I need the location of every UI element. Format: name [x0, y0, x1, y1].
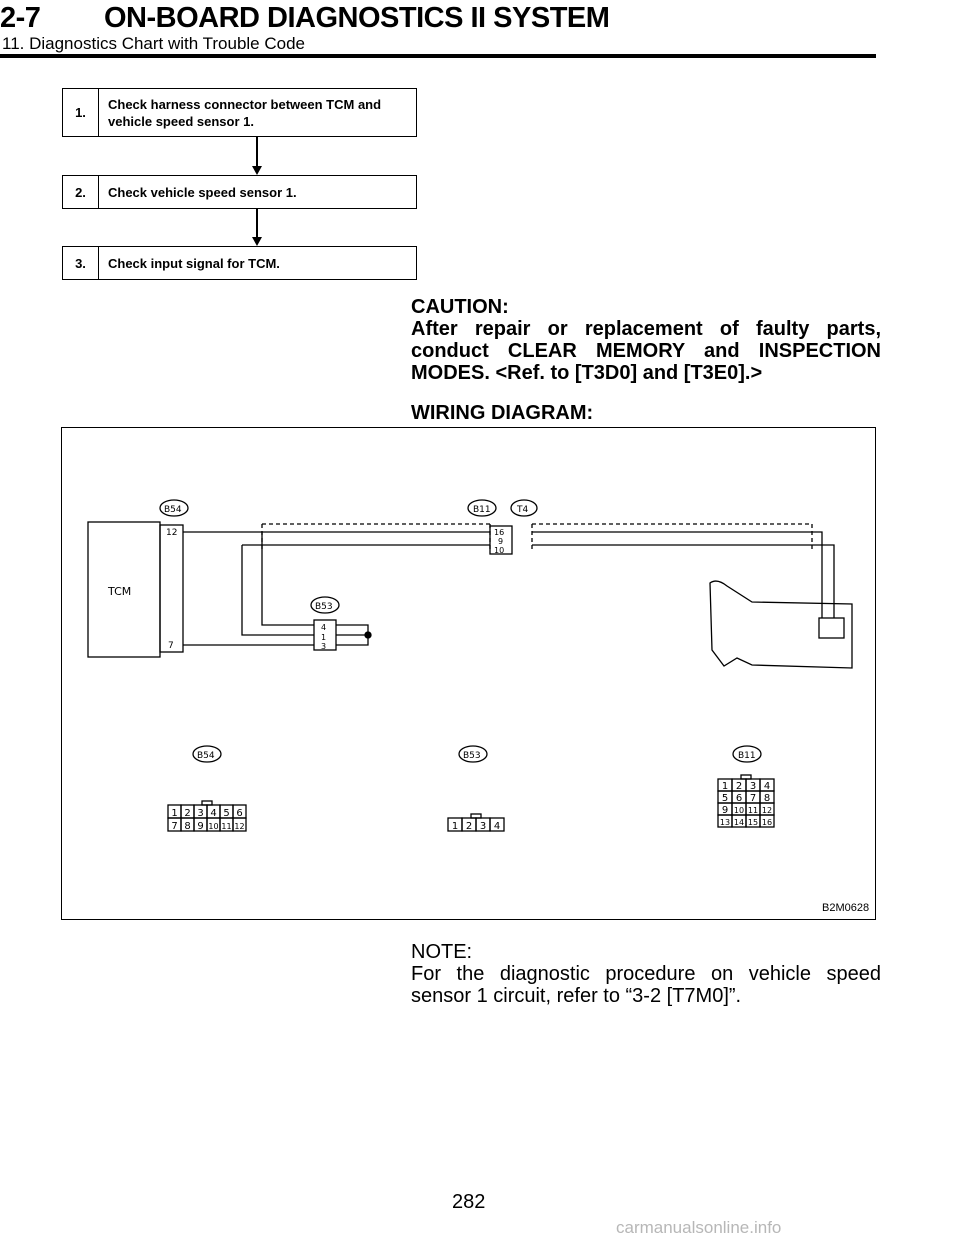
b54-pin-label: 5	[223, 808, 230, 819]
shield-1	[262, 524, 490, 550]
b11-connector-callout-label: B11	[738, 751, 756, 761]
wire-b53-pin1	[242, 545, 314, 635]
arrow-down-icon	[252, 237, 262, 246]
b11-pin-label: 4	[763, 781, 771, 792]
b11-pin-label: 9	[721, 805, 729, 816]
flow-connector-1	[256, 137, 258, 167]
note-heading: NOTE:	[411, 941, 473, 963]
figure-code: B2M0628	[822, 902, 870, 914]
b11-pin-label: 14	[733, 818, 745, 827]
vehicle-speed-sensor	[819, 618, 844, 638]
b53-connector-callout-label: B53	[463, 751, 481, 761]
shield-2	[532, 524, 812, 550]
b54-harness-connector	[160, 525, 183, 652]
step-2-number: 2.	[63, 176, 99, 208]
b54-pin-label: 1	[171, 808, 178, 819]
step-1-box	[62, 88, 417, 137]
tcm-label: TCM	[108, 585, 132, 598]
b53-pin-label: 1	[451, 821, 459, 832]
wiring-diagram-svg	[62, 428, 875, 919]
b11-pin-label: 16	[761, 818, 773, 827]
b54-latch	[202, 801, 212, 805]
b54-pin-label: 11	[221, 822, 232, 831]
b11-pin-label: 7	[749, 793, 757, 804]
step-3-number: 3.	[63, 247, 99, 279]
note-body: For the diagnostic procedure on vehicle speed sensor 1 circuit, refer to “3-2 [T7M0]”.	[411, 963, 881, 1007]
page-title: ON-BOARD DIAGNOSTICS II SYSTEM	[104, 2, 610, 34]
b54-pin-label: 2	[184, 808, 191, 819]
b53-callout-label: B53	[315, 602, 333, 612]
b11-pin-16: 16	[494, 528, 505, 537]
b54-pin-7-label: 7	[168, 641, 174, 651]
b11-pin-label: 3	[749, 781, 757, 792]
step-1-number: 1.	[63, 89, 99, 136]
b54-pin-label: 4	[210, 808, 217, 819]
step-1-line-1: Check harness connector between TCM and	[108, 96, 382, 112]
b54-pin-label: 10	[208, 822, 219, 831]
b54-pin-label: 6	[236, 808, 243, 819]
wire-t4-b	[532, 545, 834, 618]
step-1-line-2: vehicle speed sensor 1.	[108, 113, 254, 129]
b11-pin-label: 8	[763, 793, 771, 804]
b53-pin-1: 1	[321, 633, 327, 642]
wiring-diagram	[61, 427, 876, 920]
b53-pin-label: 4	[493, 821, 501, 832]
b54-pin-label: 7	[171, 821, 178, 832]
b11-pin-label: 1	[721, 781, 729, 792]
b54-pin-label: 8	[184, 821, 191, 832]
b11-pin-label: 13	[719, 818, 731, 827]
step-3-text: Check input signal for TCM.	[108, 255, 280, 271]
wire-b53-pin4	[262, 532, 314, 625]
b53-pin-label: 3	[479, 821, 487, 832]
b53-latch	[471, 814, 481, 818]
section-number: 2-7	[0, 2, 41, 34]
transmission-outline	[710, 581, 852, 668]
b54-pin-label: 12	[234, 822, 245, 831]
b11-pin-label: 11	[747, 806, 759, 815]
b54-pin-label: 3	[197, 808, 204, 819]
b11-pin-label: 2	[735, 781, 743, 792]
b11-pin-10: 10	[494, 546, 505, 555]
wiring-diagram-heading: WIRING DIAGRAM:	[411, 402, 594, 424]
b11-pin-label: 6	[735, 793, 743, 804]
b53-connector-face	[448, 814, 504, 832]
b11-callout-label: B11	[473, 505, 491, 515]
b54-connector-face	[168, 801, 246, 832]
header-rule	[0, 54, 876, 58]
b11-latch	[741, 775, 751, 779]
page-subtitle: 11. Diagnostics Chart with Trouble Code	[2, 34, 306, 53]
b53-pin-3: 3	[321, 642, 327, 651]
b11-pin-label: 10	[733, 806, 745, 815]
caution-heading: CAUTION:	[411, 296, 509, 318]
b11-pin-label: 5	[721, 793, 729, 804]
caution-body: After repair or replacement of faulty parts, conduct CLEAR MEMORY and INSPECTION MODES. <Ref. to [T3D0] and [T3E0].>	[411, 318, 881, 384]
b53-pin-4: 4	[321, 623, 327, 632]
watermark: carmanualsonline.info	[616, 1218, 782, 1237]
b54-connector-callout-label: B54	[197, 751, 215, 761]
page-number: 282	[452, 1191, 486, 1213]
b54-pin-label: 9	[197, 821, 204, 832]
arrow-down-icon	[252, 166, 262, 175]
b54-callout-label: B54	[164, 505, 182, 515]
b53-pin-label: 2	[465, 821, 473, 832]
ground-point	[365, 632, 371, 638]
b11-pin-label: 12	[761, 806, 773, 815]
b11-pin-label: 15	[747, 818, 759, 827]
t4-callout-label: T4	[517, 505, 529, 515]
flow-connector-2	[256, 209, 258, 238]
b54-pin-12-label: 12	[166, 528, 178, 538]
step-2-text: Check vehicle speed sensor 1.	[108, 184, 297, 200]
b11-pin-9: 9	[498, 537, 504, 546]
step-1-text	[99, 89, 381, 136]
step-2-box	[62, 175, 417, 209]
step-3-box	[62, 246, 417, 280]
b11-connector-face	[718, 775, 774, 827]
